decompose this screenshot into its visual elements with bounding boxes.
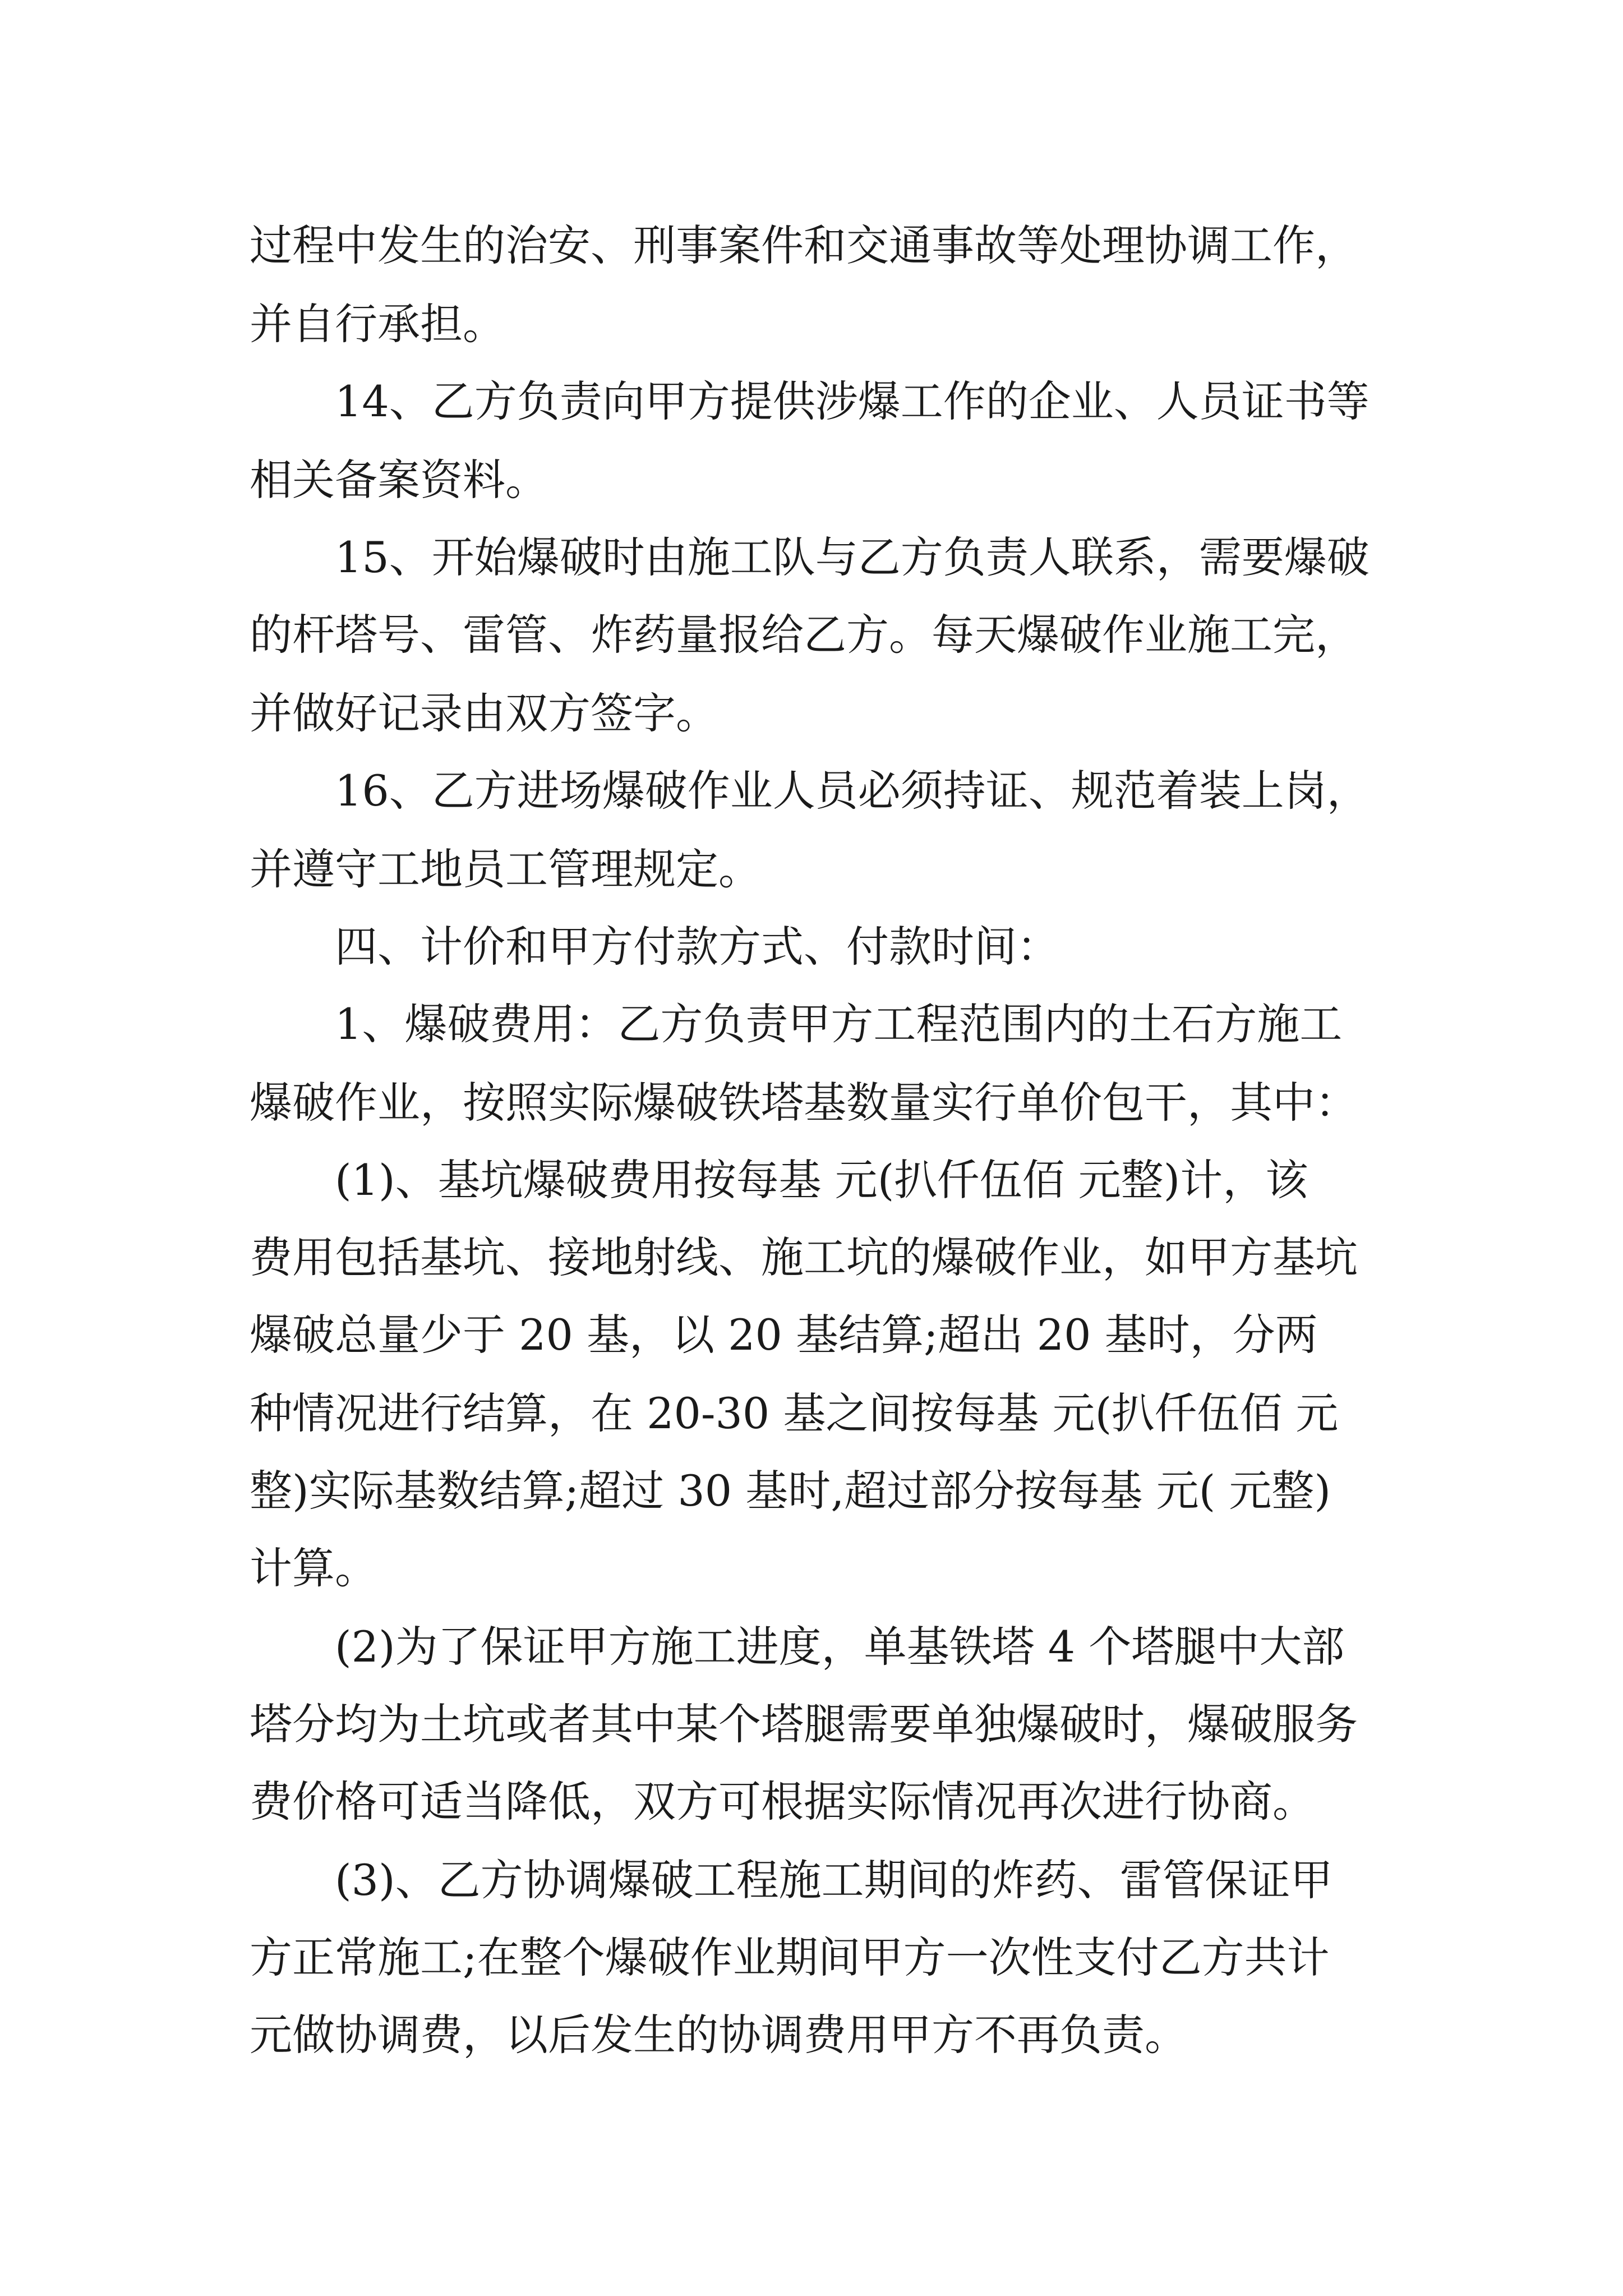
text-line: 塔分均为土坑或者其中某个塔腿需要单独爆破时，爆破服务 bbox=[250, 1699, 1358, 1749]
text-line: 爆破总量少于 20 基，以 20 基结算;超出 20 基时，分两 bbox=[250, 1310, 1318, 1360]
text-line: (3)、乙方协调爆破工程施工期间的炸药、雷管保证甲 bbox=[335, 1855, 1333, 1905]
text-line: 15、开始爆破时由施工队与乙方负责人联系，需要爆破 bbox=[335, 532, 1370, 582]
text-line: 16、乙方进场爆破作业人员必须持证、规范着装上岗， bbox=[335, 766, 1370, 816]
text-line: 元做协调费，以后发生的协调费用甲方不再负责。 bbox=[250, 2010, 1187, 2060]
text-line: 的杆塔号、雷管、炸药量报给乙方。每天爆破作业施工完， bbox=[250, 610, 1358, 660]
text-line: 计算。 bbox=[250, 1543, 377, 1593]
text-line: 整)实际基数结算;超过 30 基时,超过部分按每基 元( 元整) bbox=[250, 1466, 1331, 1516]
text-line: 方正常施工;在整个爆破作业期间甲方一次性支付乙方共计 bbox=[250, 1932, 1330, 1982]
text-line: 过程中发生的治安、刑事案件和交通事故等处理协调工作， bbox=[250, 220, 1358, 270]
text-line: 费用包括基坑、接地射线、施工坑的爆破作业，如甲方基坑 bbox=[250, 1232, 1358, 1282]
text-line: 相关备案资料。 bbox=[250, 455, 548, 505]
text-line: 1、爆破费用：乙方负责甲方工程范围内的土石方施工 bbox=[335, 999, 1343, 1049]
text-line: 14、乙方负责向甲方提供涉爆工作的企业、人员证书等 bbox=[335, 376, 1370, 426]
text-line: 爆破作业，按照实际爆破铁塔基数量实行单价包干，其中： bbox=[250, 1078, 1358, 1128]
text-line: 并自行承担。 bbox=[250, 299, 505, 349]
text-line: 并做好记录由双方签字。 bbox=[250, 688, 718, 738]
section-heading: 四、计价和甲方付款方式、付款时间： bbox=[335, 922, 1059, 972]
text-line: (1)、基坑爆破费用按每基 元(扒仟伍佰 元整)计，该 bbox=[335, 1155, 1308, 1205]
text-line: 费价格可适当降低，双方可根据实际情况再次进行协商。 bbox=[250, 1777, 1315, 1826]
text-line: (2)为了保证甲方施工进度，单基铁塔 4 个塔腿中大部 bbox=[335, 1622, 1345, 1672]
text-line: 并遵守工地员工管理规定。 bbox=[250, 844, 761, 894]
text-line: 种情况进行结算，在 20-30 基之间按每基 元(扒仟伍佰 元 bbox=[250, 1388, 1339, 1438]
